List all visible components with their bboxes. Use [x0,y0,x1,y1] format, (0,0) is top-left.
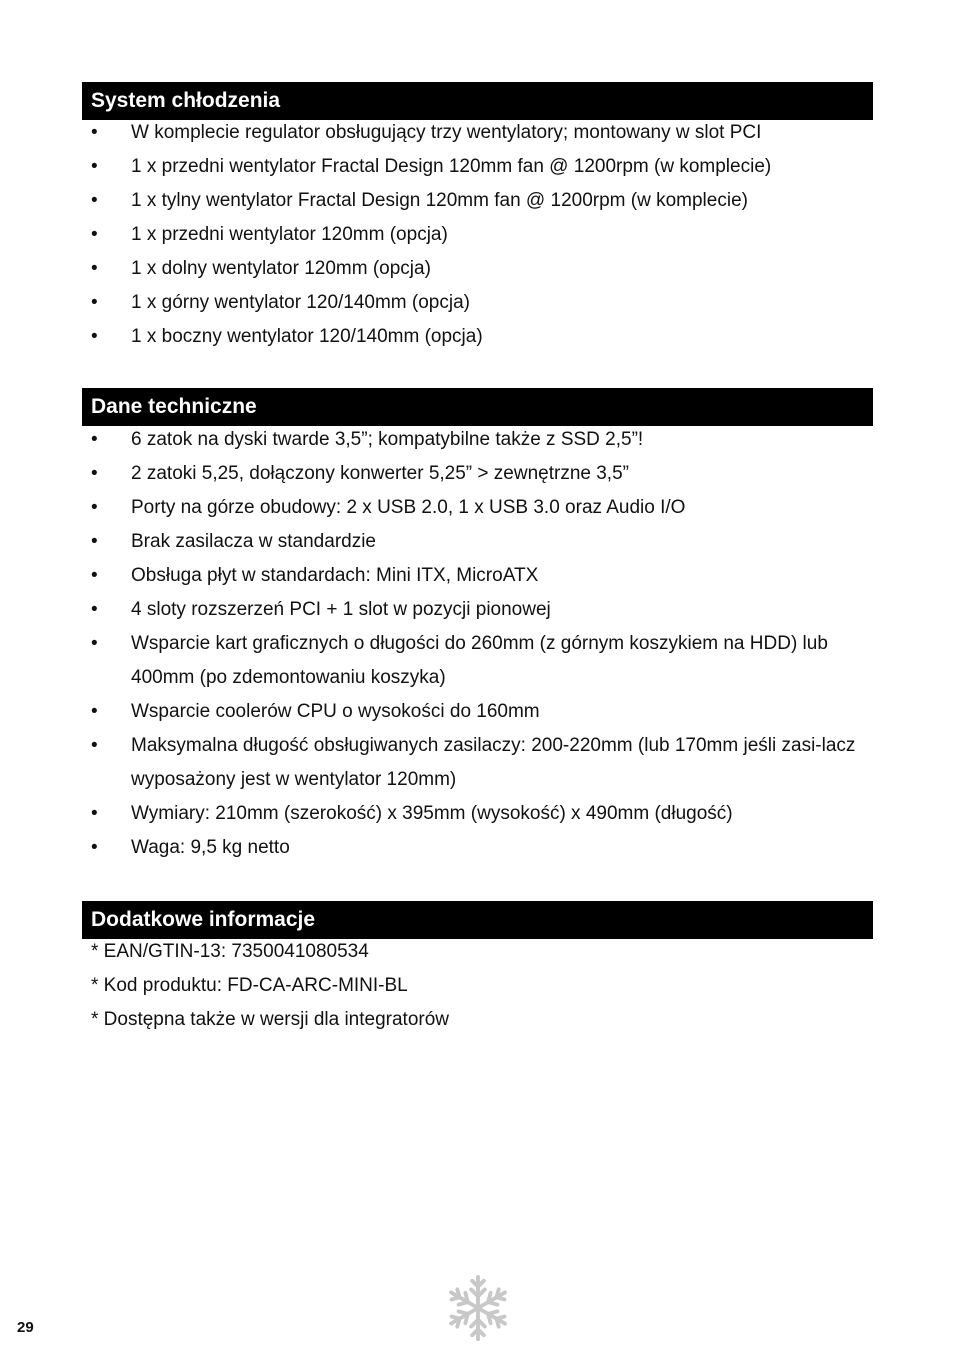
bullet: • [91,735,98,756]
list-item-text: Wsparcie coolerów CPU o wysokości do 160mm [131,701,540,722]
bullet: • [91,463,98,484]
bullet: • [91,837,98,858]
bullet: • [91,122,98,143]
list-item: * Kod produktu: FD-CA-ARC-MINI-BL [91,975,408,996]
list-item-text: W komplecie regulator obsługujący trzy wentylatory; montowany w slot PCI [131,122,762,143]
bullet: • [91,292,98,313]
list-item [82,457,882,491]
bullet: • [91,224,98,245]
list-item-text: 1 x przedni wentylator 120mm (opcja) [131,224,448,245]
extra-list [91,935,449,1037]
bullet: • [91,156,98,177]
list-item [82,286,882,320]
list-item-text: 1 x przedni wentylator Fractal Design 120mm fan @ 1200rpm (w komplecie) [131,156,772,177]
specs-list [82,423,882,865]
list-item-text: 1 x boczny wentylator 120/140mm (opcja) [131,326,483,347]
section-header-specs: Dane techniczne [82,388,873,426]
bullet: • [91,497,98,518]
list-item [82,729,882,797]
bullet: • [91,258,98,279]
list-item [82,116,882,150]
bullet: • [91,531,98,552]
list-item [82,593,882,627]
list-item-text: 1 x górny wentylator 120/140mm (opcja) [131,292,470,313]
list-item [82,423,882,457]
list-item-text: Waga: 9,5 kg netto [131,837,290,858]
list-item [82,831,882,865]
list-item-text: Porty na górze obudowy: 2 x USB 2.0, 1 x USB 3.0 oraz Audio I/O [131,497,686,518]
list-item-text: 6 zatok na dyski twarde 3,5”; kompatybilne także z SSD 2,5”! [131,429,644,450]
list-item [82,252,882,286]
list-item [82,218,882,252]
bullet: • [91,701,98,722]
list-item-text: Wymiary: 210mm (szerokość) x 395mm (wysokość) x 490mm (długość) [131,803,733,824]
list-item-text: Brak zasilacza w standardzie [131,531,376,552]
list-item [82,797,882,831]
bullet: • [91,599,98,620]
list-item-text: 1 x tylny wentylator Fractal Design 120mm fan @ 1200rpm (w komplecie) [131,190,748,211]
list-item [82,150,882,184]
bullet: • [91,803,98,824]
bullet: • [91,565,98,586]
list-item: * Dostępna także w wersji dla integratorów [91,1009,450,1030]
list-item-text: 2 zatoki 5,25, dołączony konwerter 5,25” > zewnętrzne 3,5” [131,463,629,484]
list-item-text: 1 x dolny wentylator 120mm (opcja) [131,258,431,279]
snowflake-icon [443,1272,513,1344]
list-item [82,184,882,218]
bullet: • [91,326,98,347]
list-item-text: Maksymalna długość obsługiwanych zasilaczy: 200-220mm (lub 170mm jeśli zasi-lacz wyposażony jest w wentylator 120mm) [131,735,856,790]
section-header-extra: Dodatkowe informacje [82,901,873,939]
list-item-text: Obsługa płyt w standardach: Mini ITX, MicroATX [131,565,539,586]
list-item-text: 4 sloty rozszerzeń PCI + 1 slot w pozycji pionowej [131,599,551,620]
list-item [82,627,882,695]
list-item-text: Wsparcie kart graficznych o długości do 260mm (z górnym koszykiem na HDD) lub 400mm (po zdemontowaniu koszyka) [131,633,828,688]
page-number: 29 [17,1319,34,1336]
bullet: • [91,190,98,211]
list-item: * EAN/GTIN-13: 7350041080534 [91,941,369,962]
list-item [82,695,882,729]
cooling-list [82,116,882,354]
bullet: • [91,633,98,654]
list-item [82,320,882,354]
list-item [82,525,882,559]
list-item [82,559,882,593]
section-header-cooling: System chłodzenia [82,82,873,120]
list-item [82,491,882,525]
bullet: • [91,429,98,450]
